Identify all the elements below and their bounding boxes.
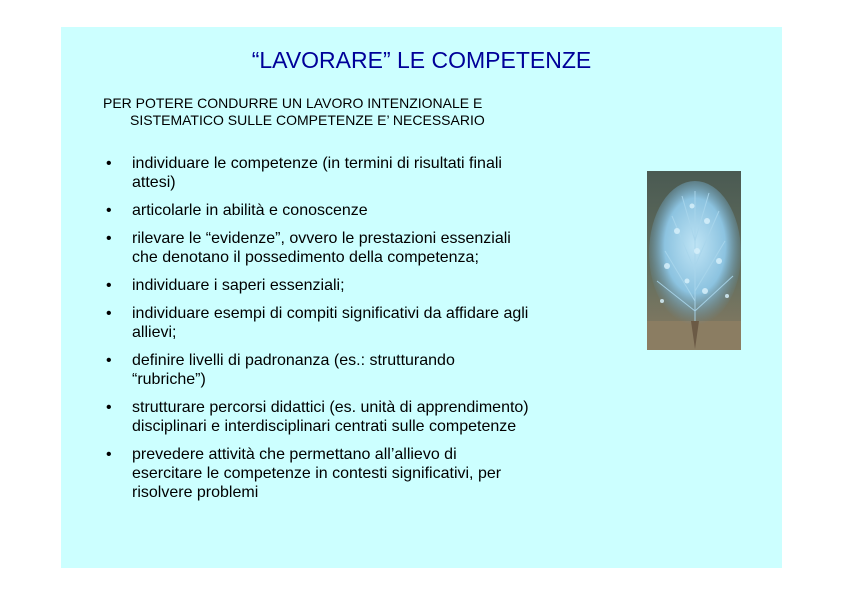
bullet-list (103, 154, 643, 511)
slide (61, 27, 782, 568)
bullet-icon: • (106, 202, 112, 219)
bullet-icon: • (106, 352, 112, 369)
bullet-line: risolvere problemi (132, 484, 259, 501)
bullet-line: prevedere attività che permettano all’allievo di (132, 446, 457, 463)
bullet-item (103, 351, 643, 389)
bullet-line: che denotano il possedimento della competenza; (132, 249, 479, 266)
bullet-item (103, 154, 643, 192)
intro-line-1: PER POTERE CONDURRE UN LAVORO INTENZIONALE E (103, 95, 483, 111)
blue-shrub-photo-icon (647, 171, 741, 350)
bullet-line: individuare esempi di compiti significativi da affidare agli (132, 305, 529, 322)
bullet-line: disciplinari e interdisciplinari centrati sulle competenze (132, 418, 517, 435)
bullet-line: articolarle in abilità e conoscenze (132, 202, 368, 219)
bullet-icon: • (106, 155, 112, 172)
bullet-icon: • (106, 277, 112, 294)
bullet-line: individuare i saperi essenziali; (132, 277, 345, 294)
bullet-line: definire livelli di padronanza (es.: strutturando (132, 352, 455, 369)
bullet-item (103, 445, 643, 502)
bullet-item (103, 229, 643, 267)
bullet-line: individuare le competenze (in termini di risultati finali (132, 155, 502, 172)
intro-text (103, 95, 623, 129)
bullet-line: rilevare le “evidenze”, ovvero le prestazioni essenziali (132, 230, 511, 247)
bullet-item (103, 304, 643, 342)
bullet-icon: • (106, 305, 112, 322)
bullet-line: esercitare le competenze in contesti significativi, per (132, 465, 502, 482)
bullet-item (103, 201, 643, 220)
bullet-line: strutturare percorsi didattici (es. unità di apprendimento) (132, 399, 529, 416)
bullet-line: allievi; (132, 324, 177, 341)
bullet-line: “rubriche”) (132, 371, 206, 388)
bullet-line: attesi) (132, 174, 176, 191)
bullet-icon: • (106, 446, 112, 463)
bullet-icon: • (106, 230, 112, 247)
intro-line-2: SISTEMATICO SULLE COMPETENZE E’ NECESSARIO (130, 112, 485, 128)
bullet-icon: • (106, 399, 112, 416)
bullet-item (103, 276, 643, 295)
bullet-item (103, 398, 643, 436)
slide-title: “LAVORARE” LE COMPETENZE (251, 47, 592, 73)
